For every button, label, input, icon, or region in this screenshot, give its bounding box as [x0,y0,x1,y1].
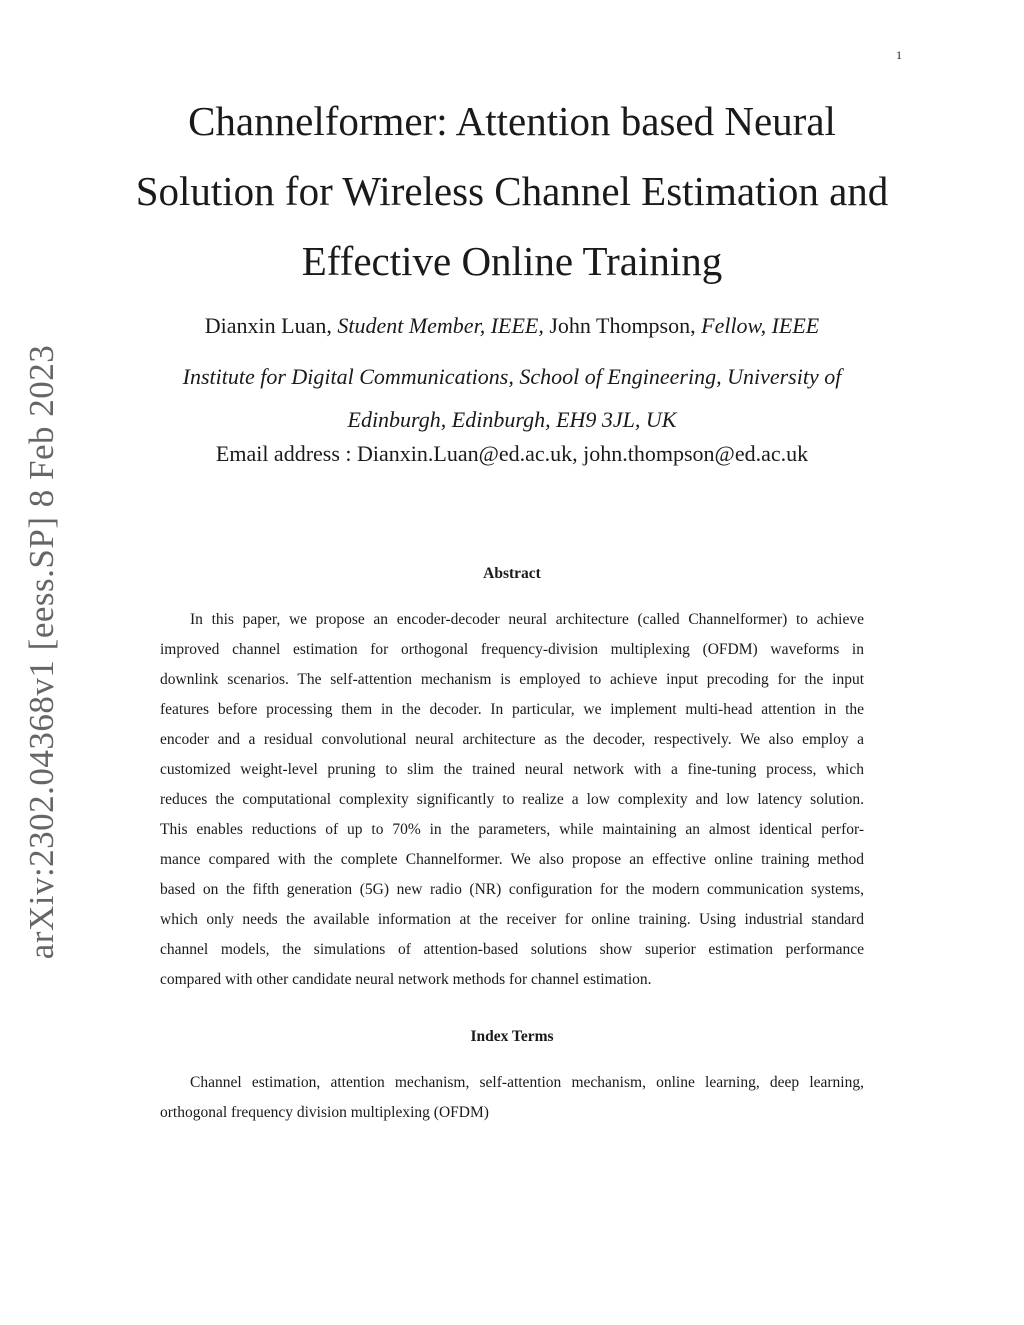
index-terms-body [160,1068,864,1128]
affiliation [100,355,924,441]
title-line: Channelformer: Attention based Neural [188,98,836,144]
arxiv-identifier-stamp: arXiv:2302.04368v1 [eess.SP] 8 Feb 2023 [22,344,61,960]
abstract-line: features before processing them in the decoder. In particular, we implement multi-head attention in the [160,701,864,718]
paper-title [100,86,924,296]
author-name: John Thompson, [549,313,696,338]
author-name: Dianxin Luan, [204,313,332,338]
abstract-line: This enables reductions of up to 70% in the parameters, while maintaining an almost identical perfor- [160,821,864,838]
email-address: Email address : Dianxin.Luan@ed.ac.uk, john.thompson@ed.ac.uk [215,441,809,466]
abstract-line: reduces the computational complexity significantly to realize a low complexity and low latency solution. [160,791,864,808]
author-line [100,312,924,340]
index-terms-line: Channel estimation, attention mechanism, self-attention mechanism, online learning, deep learning, [190,1074,864,1091]
affiliation-line: Institute for Digital Communications, School of Engineering, University of [182,364,842,389]
index-terms-heading: Index Terms [470,1028,554,1045]
abstract-line: customized weight-level pruning to slim the trained neural network with a fine-tuning process, which [160,761,864,778]
abstract-line: downlink scenarios. The self-attention mechanism is employed to achieve input precoding for the input [160,671,864,688]
title-line: Effective Online Training [301,238,723,284]
abstract-line: compared with other candidate neural network methods for channel estimation. [160,971,652,988]
title-line: Solution for Wireless Channel Estimation and [135,168,889,214]
abstract-body [160,605,864,995]
abstract-heading: Abstract [483,565,541,582]
author-membership: Student Member, IEEE, [337,313,544,338]
abstract-line: mance compared with the complete Channelformer. We also propose an effective online training method [160,851,864,868]
abstract-line: which only needs the available information at the receiver for online training. Using industrial standard [160,911,864,928]
page-number: 1 [896,48,902,62]
abstract-line: improved channel estimation for orthogonal frequency-division multiplexing (OFDM) waveforms in [160,641,864,658]
abstract-line: based on the fifth generation (5G) new radio (NR) configuration for the modern communication systems, [160,881,864,898]
abstract-line: channel models, the simulations of attention-based solutions show superior estimation performance [160,941,864,958]
author-membership: Fellow, IEEE [701,313,820,338]
index-terms-line: orthogonal frequency division multiplexing (OFDM) [160,1104,489,1121]
abstract-line: In this paper, we propose an encoder-decoder neural architecture (called Channelformer) to achieve [190,611,864,628]
abstract-line: encoder and a residual convolutional neural architecture as the decoder, respectively. We also employ a [160,731,864,748]
affiliation-line: Edinburgh, Edinburgh, EH9 3JL, UK [347,407,677,432]
